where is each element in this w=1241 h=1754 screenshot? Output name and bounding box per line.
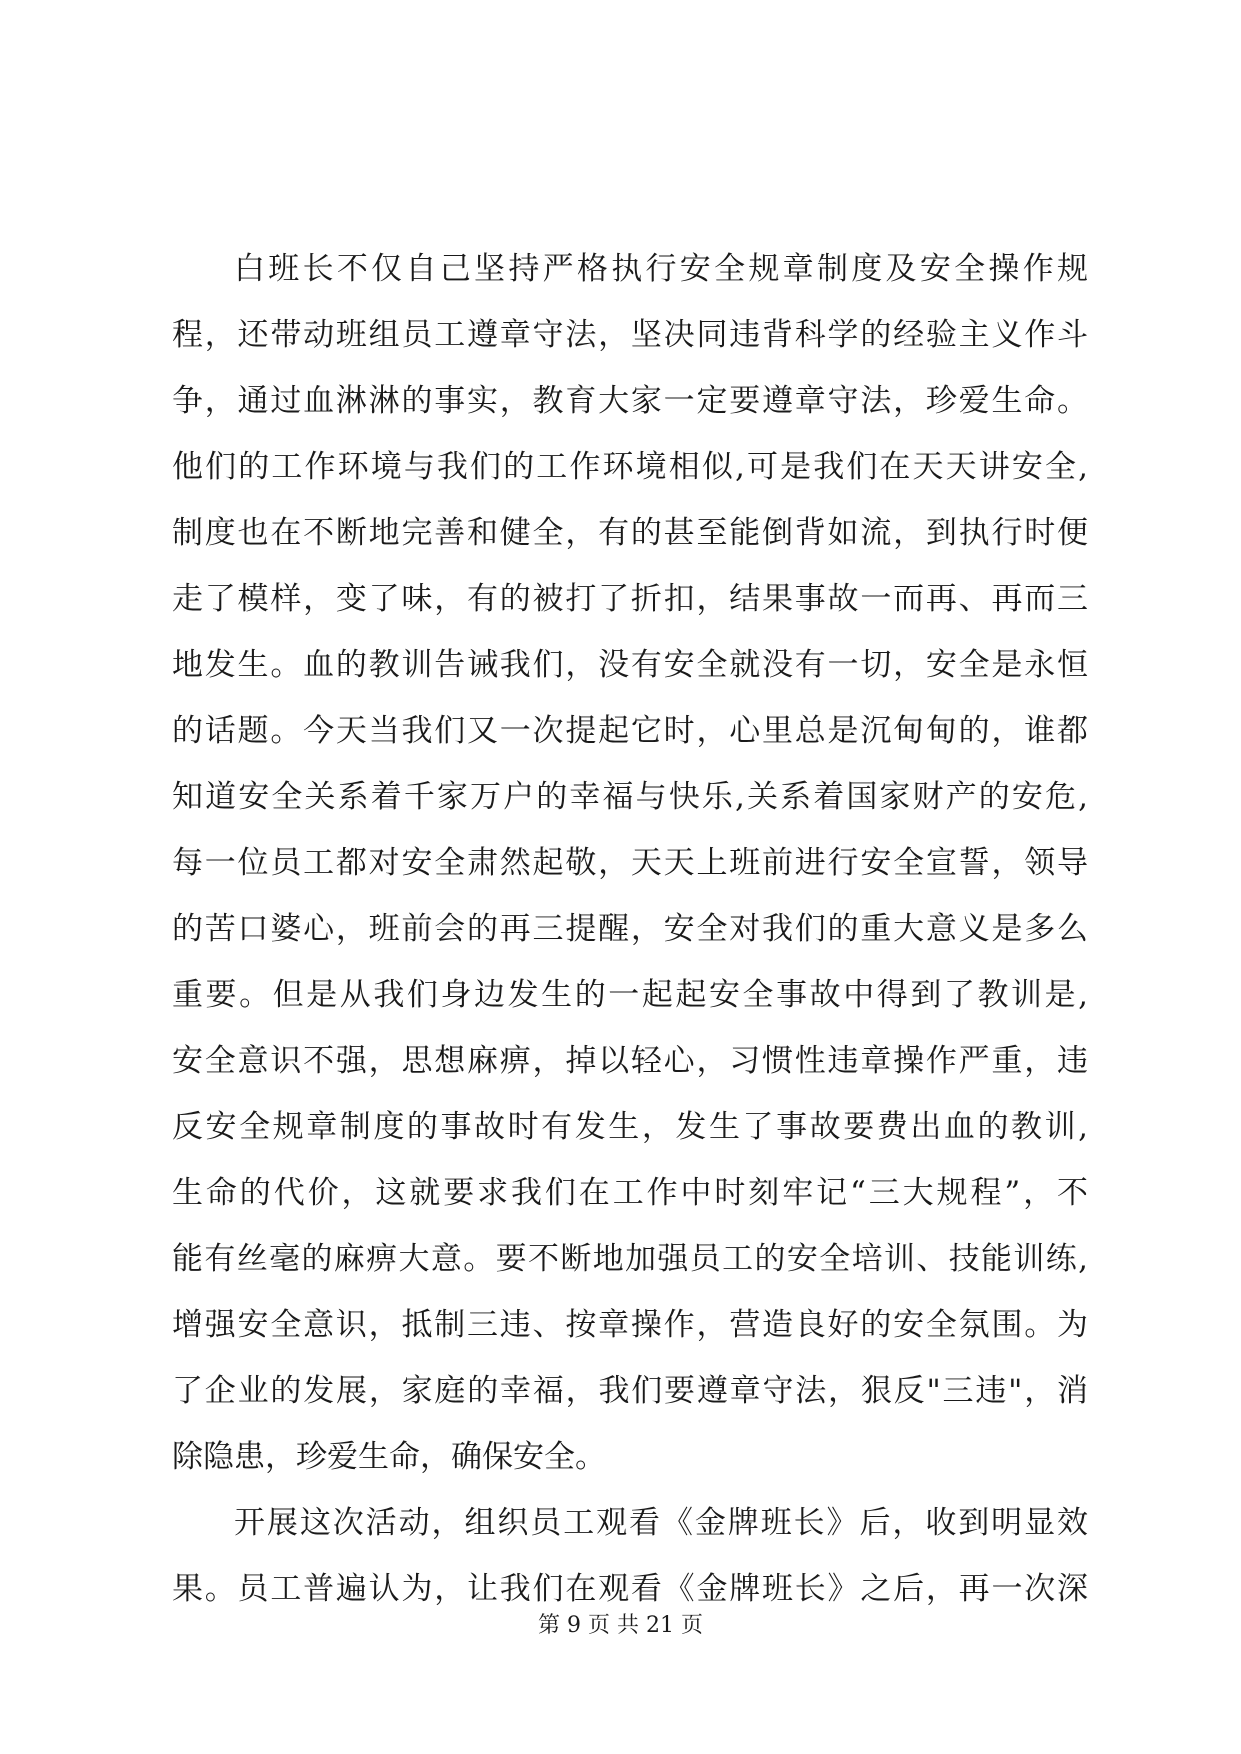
paragraph-1-line: 争，通过血淋淋的事实，教育大家一定要遵章守法，珍爱生命。 — [172, 383, 1088, 419]
paragraph-1-line: 他们的工作环境与我们的工作环境相似,可是我们在天天讲安全, — [172, 449, 1088, 485]
paragraph-1-line: 增强安全意识，抵制三违、按章操作，营造良好的安全氛围。为 — [172, 1307, 1088, 1343]
paragraph-1-line: 白班长不仅自己坚持严格执行安全规章制度及安全操作规 — [234, 251, 1088, 287]
paragraph-1-line: 的话题。今天当我们又一次提起它时，心里总是沉甸甸的，谁都 — [172, 713, 1088, 749]
page-number-footer: 第 9 页 共 21 页 — [538, 1613, 703, 1638]
paragraph-1-line: 反安全规章制度的事故时有发生，发生了事故要费出血的教训, — [172, 1109, 1088, 1145]
paragraph-1-line: 地发生。血的教训告诫我们，没有安全就没有一切，安全是永恒 — [172, 647, 1088, 683]
paragraph-1-line: 除隐患，珍爱生命，确保安全。 — [172, 1439, 606, 1475]
paragraph-1-line: 程，还带动班组员工遵章守法，坚决同违背科学的经验主义作斗 — [172, 317, 1088, 353]
paragraph-1-line: 生命的代价，这就要求我们在工作中时刻牢记“三大规程”，不 — [172, 1175, 1088, 1211]
paragraph-1-line: 了企业的发展，家庭的幸福，我们要遵章守法，狠反"三违"，消 — [172, 1373, 1088, 1409]
body-text — [172, 236, 1088, 1622]
paragraph-2-line: 果。员工普遍认为，让我们在观看《金牌班长》之后，再一次深 — [172, 1571, 1088, 1607]
paragraph-1-line: 知道安全关系着千家万户的幸福与快乐,关系着国家财产的安危, — [172, 779, 1088, 815]
paragraph-1-line: 制度也在不断地完善和健全，有的甚至能倒背如流，到执行时便 — [172, 515, 1088, 551]
paragraph-2-line: 开展这次活动，组织员工观看《金牌班长》后，收到明显效 — [234, 1505, 1088, 1541]
paragraph-1-line: 每一位员工都对安全肃然起敬，天天上班前进行安全宣誓，领导 — [172, 845, 1088, 881]
paragraph-1-line: 重要。但是从我们身边发生的一起起安全事故中得到了教训是, — [172, 977, 1088, 1013]
paragraph-1-line: 的苦口婆心，班前会的再三提醒，安全对我们的重大意义是多么 — [172, 911, 1088, 947]
paragraph-1-line: 安全意识不强，思想麻痹，掉以轻心，习惯性违章操作严重，违 — [172, 1043, 1088, 1079]
paragraph-1-line: 能有丝毫的麻痹大意。要不断地加强员工的安全培训、技能训练, — [172, 1241, 1088, 1277]
paragraph-1-line: 走了模样，变了味，有的被打了折扣，结果事故一而再、再而三 — [172, 581, 1088, 617]
